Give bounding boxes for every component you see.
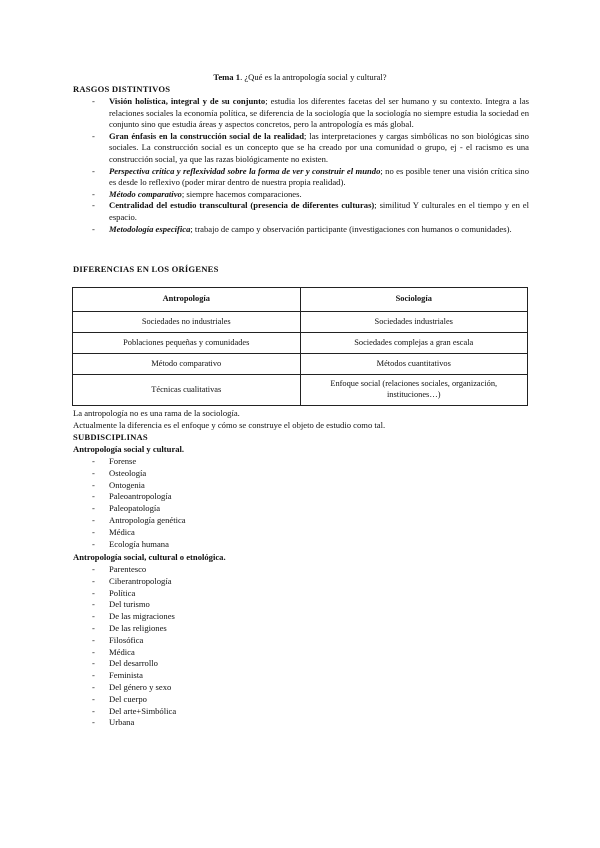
list-item	[73, 480, 186, 492]
list-item	[73, 491, 186, 503]
dash-marker: -	[92, 456, 95, 466]
table-row	[73, 333, 528, 354]
dash-marker: -	[92, 200, 95, 211]
table-cell: Técnicas cualitativas	[73, 375, 301, 406]
group-title-etnologica: Antropología social, cultural o etnológica.	[73, 552, 226, 562]
dash-marker: -	[92, 491, 95, 502]
list-item-label: Urbana	[109, 717, 135, 728]
list-item-label: Osteología	[109, 467, 147, 478]
dash-marker: -	[92, 575, 95, 586]
dash-marker: -	[92, 693, 95, 704]
list-item-label: Ecología humana	[109, 538, 169, 549]
rasgos-heading: RASGOS DISTINTIVOS	[73, 84, 171, 94]
dash-marker: -	[92, 165, 95, 176]
list-item-label: Paleopatología	[109, 503, 161, 514]
table-row	[73, 375, 528, 406]
table-row	[73, 312, 528, 333]
list-item	[73, 576, 176, 588]
column-header-sociologia: Sociología	[300, 288, 528, 312]
list-item-label: Forense	[109, 456, 137, 466]
list-item-label: Médica	[109, 646, 135, 657]
list-item	[73, 539, 186, 551]
list-item-label: Del desarrollo	[109, 658, 158, 669]
document-title	[0, 72, 600, 84]
dash-marker: -	[92, 622, 95, 633]
list-item-label: Del arte+Simbólica	[109, 705, 177, 716]
dash-marker: -	[92, 503, 95, 514]
list-item	[73, 635, 176, 647]
list-item	[73, 515, 186, 527]
diferencias-heading: DIFERENCIAS EN LOS ORÍGENES	[73, 264, 219, 274]
rasgo-text: ; siempre hacemos comparaciones.	[181, 188, 302, 199]
rasgo-bold-italic: Perspectiva crítica y reflexividad sobre la forma de ver y construir el mundo	[109, 165, 381, 176]
list-item-label: Parentesco	[109, 564, 147, 574]
rasgo-bold	[109, 189, 182, 199]
dash-marker: -	[92, 611, 95, 622]
list-item-label: Del turismo	[109, 599, 150, 610]
rasgo-bold: Gran énfasis en la construcción social de la realidad	[109, 130, 305, 141]
list-item	[73, 468, 186, 480]
table-cell: Sociedades industriales	[300, 312, 528, 333]
rasgo-bold: Visión holística, integral y de su conjunto	[109, 96, 266, 106]
note-line: Actualmente la diferencia es el enfoque y cómo se construye el objeto de estudio como tal.	[73, 420, 386, 430]
list-item-label: Antropología genética	[109, 514, 186, 525]
list-item	[73, 456, 186, 468]
list-item-label: Del género y sexo	[109, 681, 172, 692]
table-cell: Poblaciones pequeñas y comunidades	[73, 333, 301, 354]
list-item	[73, 503, 186, 515]
list-item	[73, 599, 176, 611]
rasgo-bold: Centralidad del estudio transcultural (presencia de diferentes culturas)	[109, 200, 375, 211]
table-cell: Métodos cuantitativos	[300, 354, 528, 375]
dash-marker: -	[92, 223, 95, 234]
table-cell: Enfoque social (relaciones sociales, organización, instituciones…)	[300, 375, 528, 406]
rasgo-text: ; las interpretaciones y cargas simbólicas no son biológicas sino sociales. La construcción social es un concepto que se ha creado por una comunidad o grupo, ej - el racismo es una construcción social, ya que las razas biológicamente no existen.	[109, 130, 529, 164]
table-cell: Sociedades no industriales	[73, 312, 301, 333]
rasgo-item	[73, 96, 529, 131]
list-item	[73, 670, 176, 682]
rasgos-list	[73, 96, 529, 235]
list-item-label: Paleoantropología	[109, 491, 172, 502]
dash-marker: -	[92, 670, 95, 681]
list-item	[73, 717, 176, 729]
dash-marker: -	[92, 646, 95, 657]
list-item	[73, 647, 176, 659]
dash-marker: -	[92, 538, 95, 549]
dash-marker: -	[92, 599, 95, 610]
list-item-label: Política	[109, 587, 136, 598]
dash-marker: -	[92, 681, 95, 692]
subdisciplinas-heading: SUBDISCIPLINAS	[73, 432, 148, 442]
dash-marker: -	[92, 526, 95, 537]
list-item-label: Médica	[109, 526, 135, 537]
dash-marker: -	[92, 188, 95, 199]
table-header-row	[73, 288, 528, 312]
rasgo-item	[73, 189, 529, 201]
dash-marker: -	[92, 717, 95, 728]
list-item-label: Filosófica	[109, 634, 144, 645]
dash-marker: -	[92, 564, 95, 574]
list-item	[73, 694, 176, 706]
dash-marker: -	[92, 634, 95, 645]
list-item-label: Ontogenia	[109, 479, 145, 490]
table-row	[73, 354, 528, 375]
note-line: La antropología no es una rama de la sociología.	[73, 408, 240, 418]
rasgo-bold	[109, 224, 190, 234]
list-item	[73, 623, 176, 635]
subdisciplinas-list-2	[73, 564, 176, 729]
table-cell: Método comparativo	[73, 354, 301, 375]
list-item	[73, 706, 176, 718]
dash-marker: -	[92, 96, 95, 106]
rasgo-item	[73, 131, 529, 166]
dash-marker: -	[92, 130, 95, 141]
list-item	[73, 611, 176, 623]
column-header-antropologia: Antropología	[73, 288, 301, 312]
list-item	[73, 527, 186, 539]
rasgo-item	[73, 200, 529, 223]
comparison-table	[72, 287, 528, 406]
list-item-label: Del cuerpo	[109, 693, 147, 704]
list-item	[73, 658, 176, 670]
rasgo-bold	[109, 166, 380, 176]
list-item	[73, 564, 176, 576]
dash-marker: -	[92, 658, 95, 669]
title-text: . ¿Qué es la antropología social y cultural?	[240, 72, 387, 82]
list-item-label: Feminista	[109, 670, 143, 681]
dash-marker: -	[92, 479, 95, 490]
rasgo-text: ; no es posible tener una visión crítica sino es desde lo reflexivo (poder mirar dentro de nuestra propia realidad).	[109, 165, 529, 188]
rasgo-bold-italic: Metodología específica	[109, 223, 191, 234]
dash-marker: -	[92, 467, 95, 478]
rasgo-item	[73, 224, 529, 236]
list-item-label: Ciberantropología	[109, 575, 172, 586]
dash-marker: -	[92, 514, 95, 525]
rasgo-item	[73, 166, 529, 189]
title-bold: Tema 1	[213, 72, 241, 82]
dash-marker: -	[92, 587, 95, 598]
list-item	[73, 682, 176, 694]
list-item-label: De las migraciones	[109, 611, 175, 622]
group-title-social-cultural: Antropología social y cultural.	[73, 444, 185, 454]
rasgo-text: ; trabajo de campo y observación participante (investigaciones con humanos o comunidades).	[190, 223, 512, 234]
rasgo-bold-italic: Método comparativo	[109, 188, 182, 199]
list-item-label: De las religiones	[109, 622, 167, 633]
list-item	[73, 588, 176, 600]
table-cell: Sociedades complejas a gran escala	[300, 333, 528, 354]
dash-marker: -	[92, 705, 95, 716]
subdisciplinas-list-1	[73, 456, 186, 550]
rasgo-text: ; similitud Y culturales en el tiempo y en el espacio.	[109, 200, 529, 222]
rasgo-text: ; estudia los diferentes facetas del ser humano y su contexto. Integra a las relaciones sociales la economía política, se diferencia de la sociología que la sociología no siempre estudia la sociedad en conjunto sino que estudia áreas y aspectos concretos, pero la antropología es más global.	[109, 96, 529, 130]
